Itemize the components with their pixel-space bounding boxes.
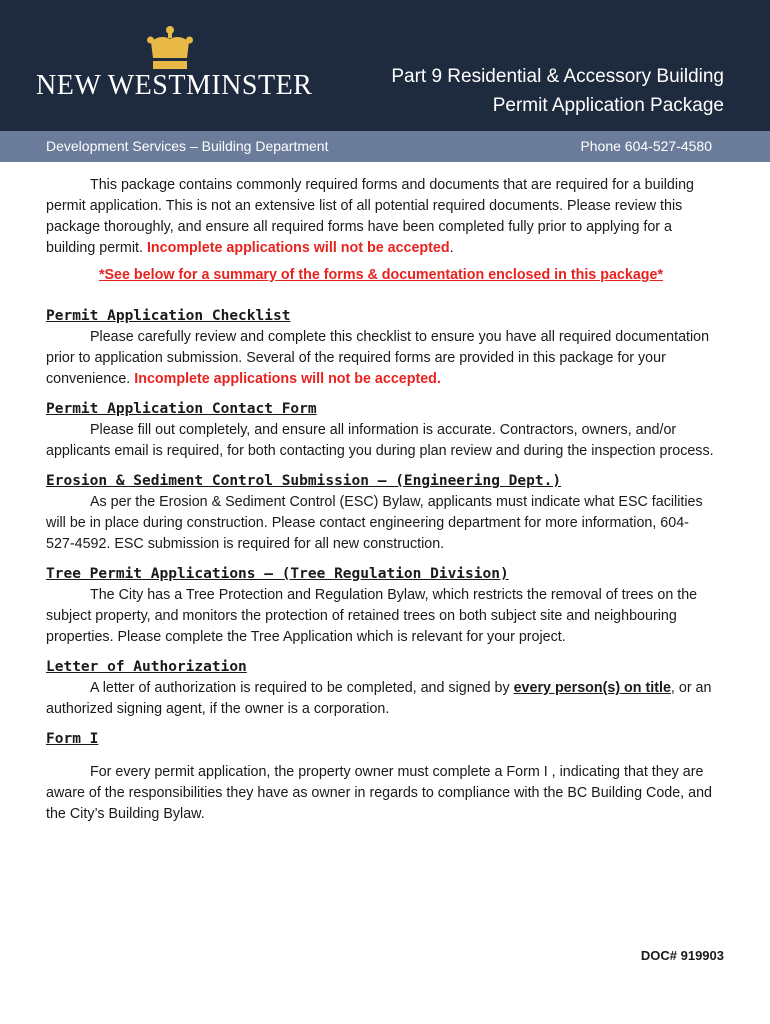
section-body xyxy=(46,327,716,390)
section-text: Please carefully review and complete this checklist to ensure you have all required documentation prior to application submission. Several of the required forms are provided in this package for your convenience. xyxy=(46,329,710,387)
section-warning: Incomplete applications will not be accepted. xyxy=(134,371,441,387)
section-text-pre: A letter of authorization is required to be completed, and signed by xyxy=(90,680,514,696)
intro-period: . xyxy=(449,240,454,256)
section-tree-permit xyxy=(46,564,716,648)
section-title: Letter of Authorization xyxy=(46,659,247,675)
section-checklist xyxy=(46,306,716,390)
section-title: Permit Application Checklist xyxy=(46,308,291,324)
section-body: For every permit application, the property owner must complete a Form I , indicating that they are aware of the responsibilities they have as owner in regards to compliance with the BC Building Code, and the City’s Building Bylaw. xyxy=(46,764,712,822)
document-body xyxy=(46,175,716,825)
section-letter-of-authorization xyxy=(46,657,716,720)
city-name-logo-text: NEW WESTMINSTER xyxy=(36,70,313,101)
department-bar xyxy=(0,131,770,162)
summary-note: *See below for a summary of the forms & documentation enclosed in this package* xyxy=(98,267,664,283)
section-body: The City has a Tree Protection and Regulation Bylaw, which restricts the removal of trees on the subject property, and monitors the protection of retained trees on both subject site and neighbouring properties. Please complete the Tree Application which is relevant for your project. xyxy=(46,587,698,645)
section-form-i xyxy=(46,729,716,825)
section-body: Please fill out completely, and ensure all information is accurate. Contractors, owners, and/or applicants email is required, for both contacting you during plan review and during the inspection process. xyxy=(46,422,714,459)
section-text-post: , or an authorized signing agent, if the owner is a corporation. xyxy=(46,680,712,717)
section-text-emphasis: every person(s) on title xyxy=(513,680,671,696)
department-name: Development Services – Building Department xyxy=(46,138,329,154)
section-erosion-control xyxy=(46,471,716,555)
document-title xyxy=(391,62,724,120)
section-title: Tree Permit Applications – (Tree Regulation Division) xyxy=(46,566,509,582)
section-title: Erosion & Sediment Control Submission – (Engineering Dept.) xyxy=(46,473,562,489)
section-title: Permit Application Contact Form xyxy=(46,401,317,417)
section-title: Form I xyxy=(46,731,99,747)
title-line-1: Part 9 Residential & Accessory Building xyxy=(391,66,724,87)
page-header xyxy=(0,0,770,131)
section-contact-form xyxy=(46,399,716,462)
intro-text: This package contains commonly required forms and documents that are required for a building permit application. This is not an extensive list of all potential required documents. Please review this package thoroughly, and ensure all required forms have been completed fully prior to applying for a building permit. xyxy=(46,177,694,256)
title-line-2: Permit Application Package xyxy=(492,95,724,116)
crown-logo-icon xyxy=(147,26,193,70)
document-number: DOC# 919903 xyxy=(640,948,724,963)
department-phone: Phone 604-527-4580 xyxy=(580,138,712,154)
intro-warning: Incomplete applications will not be accepted xyxy=(146,240,450,256)
section-body xyxy=(46,678,716,720)
intro-paragraph xyxy=(46,175,716,259)
section-body: As per the Erosion & Sediment Control (ESC) Bylaw, applicants must indicate what ESC facilities will be in place during construction. Please contact engineering department for more information, 604-527-4592. ESC submission is required for all new construction. xyxy=(46,494,703,552)
